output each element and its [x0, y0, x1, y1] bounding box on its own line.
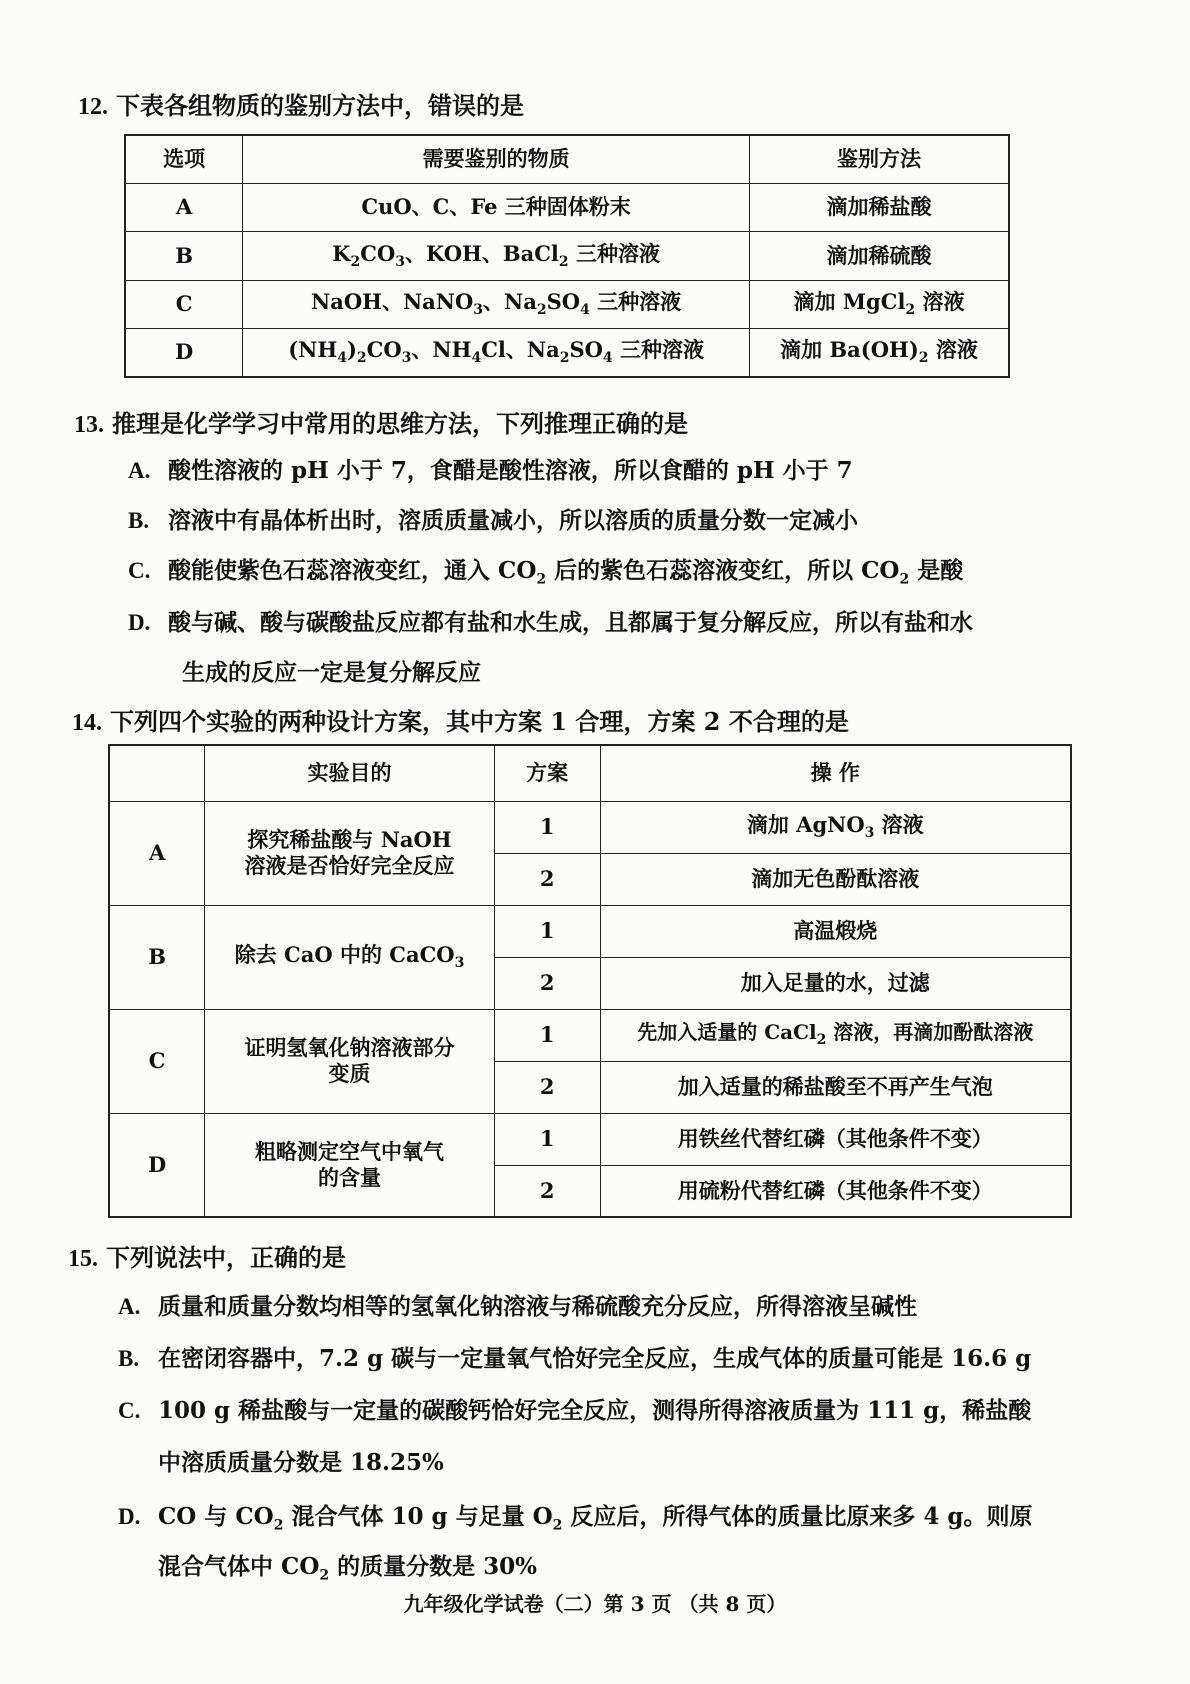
q15-option-label: D. [118, 1504, 141, 1529]
q14-row-purpose: 粗略测定空气中氧气 的含量 [205, 1113, 494, 1217]
q12-row-method: 滴加稀盐酸 [749, 183, 1009, 231]
q14-plan-number: 1 [494, 1113, 600, 1165]
q12-row-method: 滴加 MgCl$_2$ 溶液 [749, 280, 1009, 328]
q15-option-text-cont: 中溶质质量分数是 18.25% [158, 1449, 444, 1476]
q14-row-purpose: 证明氢氧化钠溶液部分 变质 [205, 1009, 494, 1113]
q13-stem: 推理是化学学习中常用的思维方法，下列推理正确的是 [112, 409, 688, 438]
q15-option-text: 100 g 稀盐酸与一定量的碳酸钙恰好完全反应，测得所得溶液质量为 111 g，稀盐酸 [158, 1397, 1032, 1424]
q13-option-text-cont: 生成的反应一定是复分解反应 [182, 659, 481, 686]
q14-row-purpose: 除去 CaO 中的 CaCO$_3$ [205, 905, 494, 1009]
q14-plan-number: 2 [494, 853, 600, 905]
q13-option-label: B. [128, 508, 150, 533]
q12-row-d [125, 329, 1009, 377]
q15-option-label: C. [118, 1398, 141, 1423]
q15-option-text-cont: 混合气体中 $CO_2$ 的质量分数是 30% [158, 1553, 537, 1584]
q14-table [108, 744, 1072, 1218]
q15-option-d-cont [158, 1548, 537, 1584]
q14-plan-operation: 加入适量的稀盐酸至不再产生气泡 [600, 1061, 1071, 1113]
q15-title [68, 1238, 346, 1273]
q14-row-option: D [109, 1113, 205, 1217]
q13-option-text: 酸与碱、酸与碳酸盐反应都有盐和水生成，且都属于复分解反应，所以有盐和水 [168, 609, 973, 636]
q14-row-purpose: 探究稀盐酸与 NaOH 溶液是否恰好完全反应 [205, 801, 494, 905]
q12-row-c [125, 280, 1009, 328]
q12-row-substances: CuO、C、Fe 三种固体粉末 [243, 183, 750, 231]
q14-header-purpose: 实验目的 [205, 745, 494, 801]
q14-plan-number: 2 [494, 957, 600, 1009]
q14-plan-operation: 高温煅烧 [600, 905, 1071, 957]
q14-plan-operation: 滴加无色酚酞溶液 [600, 853, 1071, 905]
q12-row-option: C [125, 280, 243, 328]
q13-number: 13. [74, 412, 104, 438]
q14-header-plan: 方案 [494, 745, 600, 801]
q12-header-substances: 需要鉴别的物质 [243, 135, 750, 183]
q12-row-substances: $(NH_4)_2CO_3$、$NH_4Cl$、$Na_2SO_4$ 三种溶液 [243, 329, 750, 377]
q14-plan-number: 1 [494, 801, 600, 853]
q14-stem: 下列四个实验的两种设计方案，其中方案 1 合理，方案 2 不合理的是 [110, 707, 849, 736]
q15-option-c-cont [158, 1444, 444, 1477]
q13-option-d [128, 604, 973, 637]
q15-option-text: CO 与 $CO_2$ 混合气体 10 g 与足量 $O_2$ 反应后，所得气体的质量比原来多 4 g。则原 [158, 1503, 1033, 1534]
q14-plan-operation: 用铁丝代替红磷（其他条件不变） [600, 1113, 1071, 1165]
q12-row-option: A [125, 183, 243, 231]
q14-plan-operation: 滴加 AgNO$_3$ 溶液 [600, 801, 1071, 853]
q13-option-text: 酸能使紫色石蕊溶液变红，通入 $CO_2$ 后的紫色石蕊溶液变红，所以 $CO_2$ 是酸 [168, 557, 964, 588]
q14-header-operation: 操 作 [600, 745, 1071, 801]
q12-table [124, 134, 1010, 378]
q14-header-blank [109, 745, 205, 801]
q12-stem: 下表各组物质的鉴别方法中，错误的是 [116, 91, 524, 120]
q14-row-option: B [109, 905, 205, 1009]
q13-option-label: D. [128, 610, 151, 635]
q14-plan-number: 2 [494, 1061, 600, 1113]
q15-option-text: 在密闭容器中，7.2 g 碳与一定量氧气恰好完全反应，生成气体的质量可能是 16.6 g [158, 1345, 1032, 1372]
q15-option-b [118, 1340, 1031, 1373]
page-footer: 九年级化学试卷（二）第 3 页 （共 8 页） [403, 1592, 787, 1616]
q12-header-row [125, 135, 1009, 183]
q13-option-text: 酸性溶液的 pH 小于 7，食醋是酸性溶液，所以食醋的 pH 小于 7 [168, 457, 853, 484]
q14-title [72, 702, 849, 737]
q13-option-label: A. [128, 458, 151, 483]
q12-row-substances: NaOH、NaNO$_3$、$Na_2SO_4$ 三种溶液 [243, 280, 750, 328]
q12-row-substances: $K_2CO_3$、KOH、BaCl$_2$ 三种溶液 [243, 232, 750, 280]
q12-row-method: 滴加 $Ba(OH)_2$ 溶液 [749, 329, 1009, 377]
q13-option-d-cont [182, 654, 481, 687]
q14-plan-number: 1 [494, 905, 600, 957]
q14-plan-operation: 加入足量的水，过滤 [600, 957, 1071, 1009]
q14-plan-number: 2 [494, 1165, 600, 1217]
q13-option-c [128, 552, 963, 588]
q14-row-a-1 [109, 801, 1071, 853]
q15-option-d [118, 1498, 1032, 1534]
q14-plan-number: 1 [494, 1009, 600, 1061]
q15-stem: 下列说法中，正确的是 [106, 1243, 346, 1272]
q12-row-b [125, 232, 1009, 280]
q14-row-option: C [109, 1009, 205, 1113]
q14-row-b-1 [109, 905, 1071, 957]
q12-header-method: 鉴别方法 [749, 135, 1009, 183]
q15-option-label: A. [118, 1294, 141, 1319]
q12-number: 12. [78, 94, 108, 120]
q12-row-a [125, 183, 1009, 231]
q15-option-c [118, 1392, 1031, 1425]
q12-header-option: 选项 [125, 135, 243, 183]
q15-option-a [118, 1288, 917, 1321]
q12-row-option: B [125, 232, 243, 280]
q13-option-text: 溶液中有晶体析出时，溶质质量减小，所以溶质的质量分数一定减小 [168, 507, 858, 534]
q15-option-text: 质量和质量分数均相等的氢氧化钠溶液与稀硫酸充分反应，所得溶液呈碱性 [158, 1293, 917, 1320]
q13-title [74, 404, 688, 439]
q13-option-label: C. [128, 558, 151, 583]
q14-plan-operation: 先加入适量的 CaCl$_2$ 溶液，再滴加酚酞溶液 [600, 1009, 1071, 1061]
q15-number: 15. [68, 1246, 98, 1272]
q14-plan-operation: 用硫粉代替红磷（其他条件不变） [600, 1165, 1071, 1217]
q12-row-method: 滴加稀硫酸 [749, 232, 1009, 280]
q15-option-label: B. [118, 1346, 140, 1371]
q14-row-c-1 [109, 1009, 1071, 1061]
q12-title [78, 86, 524, 121]
q13-option-b [128, 502, 858, 535]
q12-row-option: D [125, 329, 243, 377]
q14-number: 14. [72, 710, 102, 736]
q14-row-d-1 [109, 1113, 1071, 1165]
q14-header-row [109, 745, 1071, 801]
q14-row-option: A [109, 801, 205, 905]
q13-option-a [128, 452, 853, 485]
